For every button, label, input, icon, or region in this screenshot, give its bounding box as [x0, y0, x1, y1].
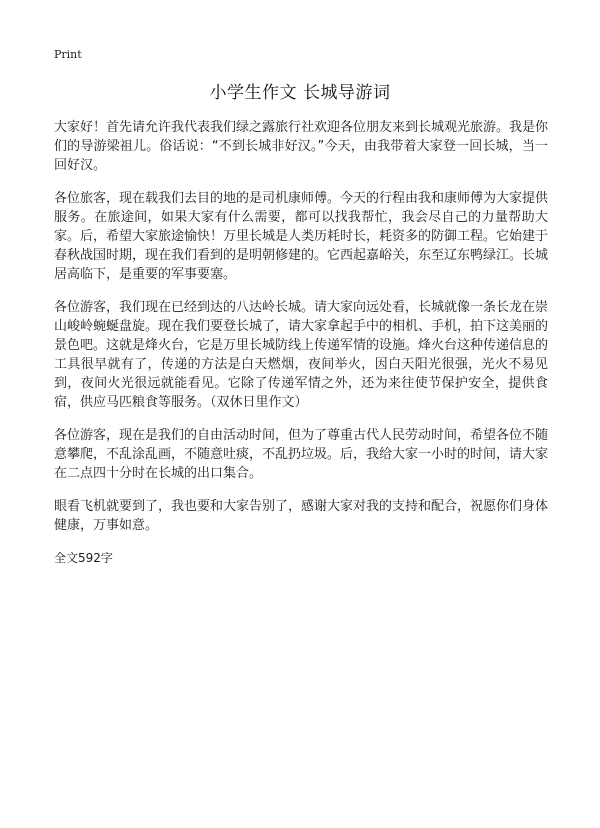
paragraph-free-time: 各位游客，现在是我们的自由活动时间，但为了尊重古代人民劳动时间，希望各位不随意攀爬，不乱涂乱画，不随意吐痰，不乱扔垃圾。后，我给大家一小时的时间，请大家在二点四十分时在长城的出口集合。	[54, 428, 549, 481]
word-count: 全文592字	[54, 551, 113, 565]
paragraph-badaling: 各位游客，我们现在已经到达的八达岭长城。请大家向远处看，长城就像一条长龙在崇山峻岭蜿蜒盘旋。现在我们要登长城了，请大家拿起手中的相机、手机，拍下这美丽的景色吧。这就是烽火台，它是万里长城防线上传递军情的设施。烽火台这种传递信息的工具很早就有了，传递的方法是白天燃烟，夜间举火，因白天阳光很强，光火不易见到，夜间火光很远就能看见。它除了传递军情之外，还为来往使节保护安全，提供食宿，供应马匹粮食等服务。（双休日里作文）	[54, 300, 549, 410]
print-link[interactable]: Print	[54, 48, 82, 61]
paragraph-greeting: 大家好！首先请允许我代表我们绿之露旅行社欢迎各位朋友来到长城观光旅游。我是你们的导游梁祖儿。俗话说：“不到长城非好汉。”今天，由我带着大家登一回长城，当一回好汉。	[54, 120, 549, 173]
paragraph-journey: 各位旅客，现在载我们去目的地的是司机康师傅。今天的行程由我和康师傅为大家提供服务。在旅途间，如果大家有什么需要，都可以找我帮忙，我会尽自己的力量帮助大家。后，希望大家旅途愉快！万里长城是人类历耗时长，耗资多的防御工程。它始建于春秋战国时期，现在我们看到的是明朝修建的。它西起嘉峪关，东至辽东鸭绿江。长城居高临下，是重要的军事要塞。	[54, 191, 549, 282]
article-title: 小学生作文 长城导游词	[209, 83, 391, 103]
article-body	[54, 118, 548, 582]
paragraph-farewell: 眼看飞机就要到了，我也要和大家告别了，感谢大家对我的支持和配合，祝愿你们身体健康，万事如意。	[54, 499, 549, 533]
